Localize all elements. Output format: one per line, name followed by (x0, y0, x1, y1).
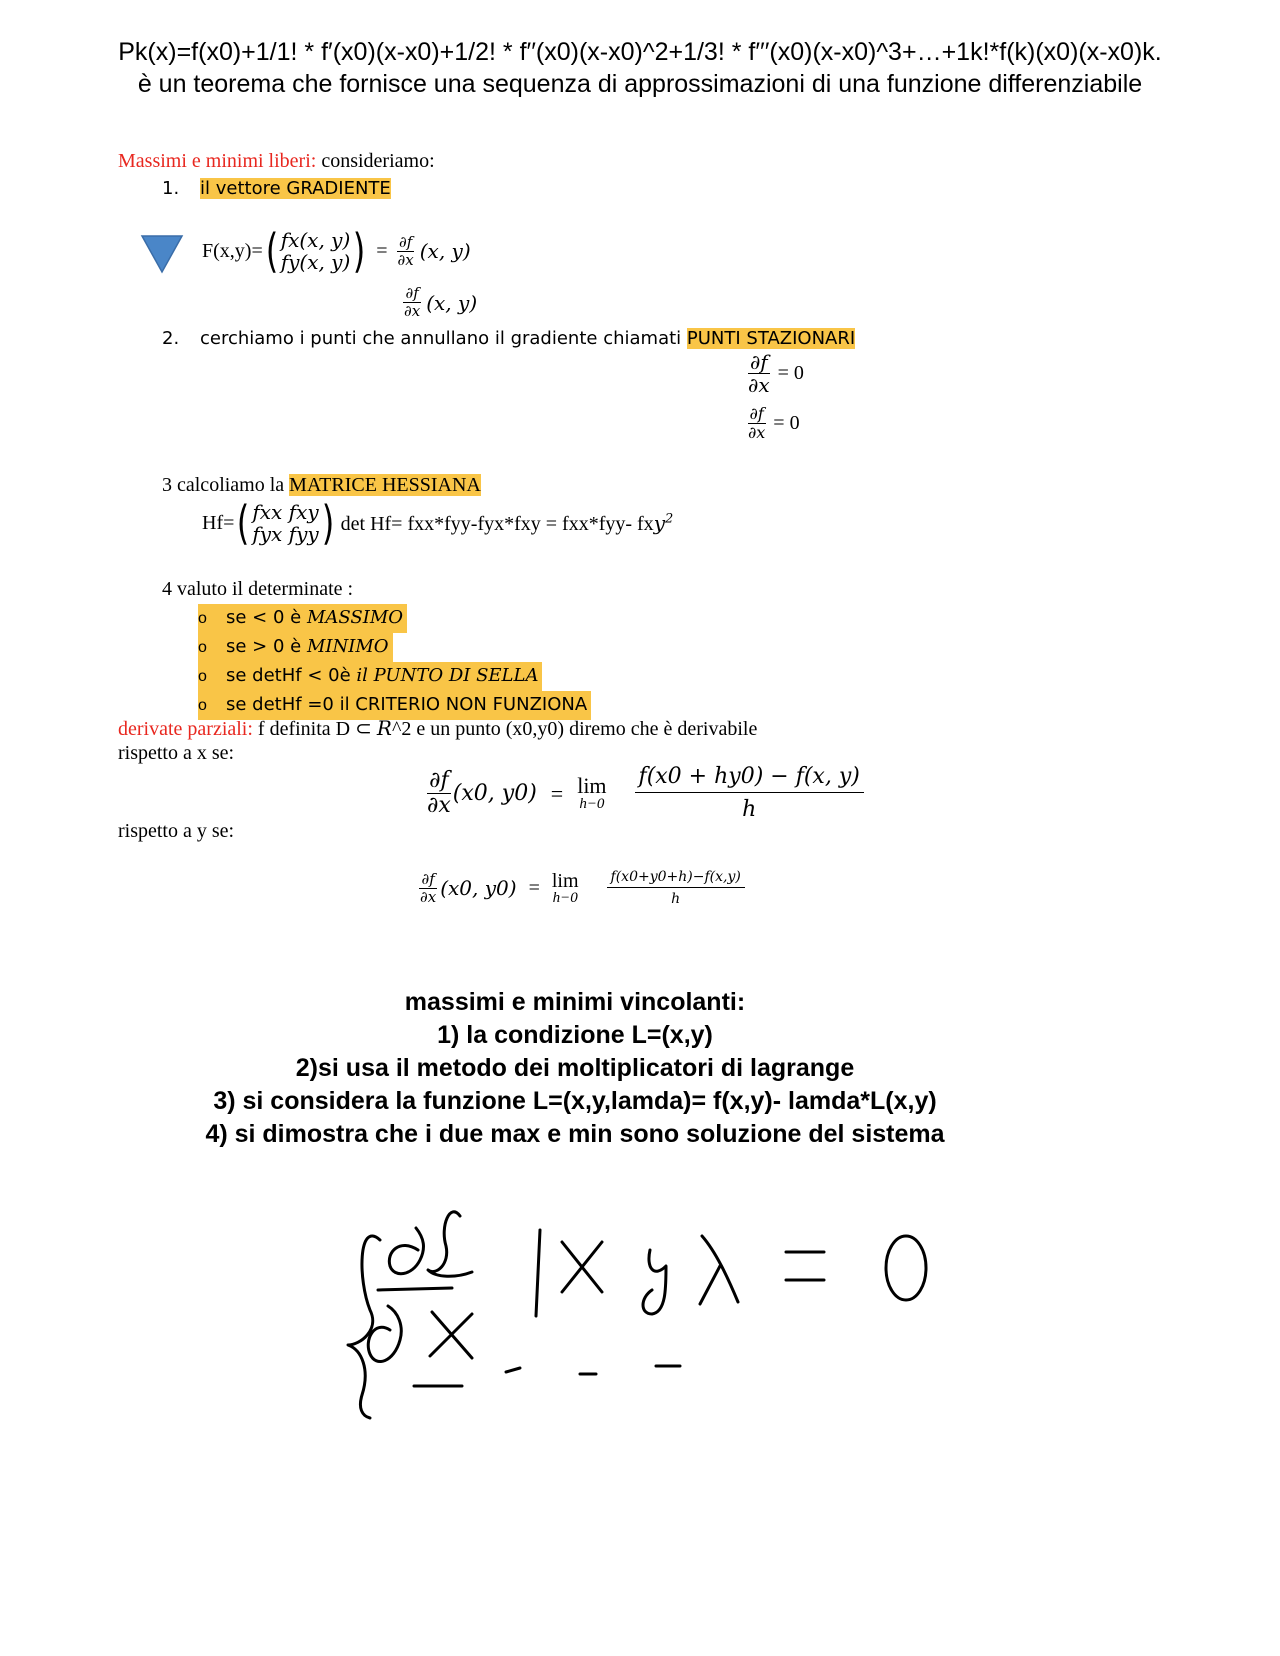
respect-x-label: rispetto a x se: (118, 742, 235, 764)
gradient-arg: (x, y) (419, 239, 471, 263)
gradient-vector-bottom: fy(x, y) (280, 250, 351, 274)
gradient-arg-2: (x, y) (426, 290, 478, 315)
partial-y-definition: $\frac{\partial f}{\partial x}$ (x0, y0) = lim h−0 $\frac{f(x0+y0+h)-f(x,y)}{h}$ (418, 870, 745, 906)
stationary-eq-2: $\frac{\partial f}{\partial x}$ = 0 (748, 404, 800, 442)
free-extrema-intro: consideriamo: (321, 150, 435, 172)
respect-y-label: rispetto a y se: (118, 820, 235, 842)
constrained-line-2: 2)si usa il metodo dei moltiplicatori di lagrange (295, 1054, 855, 1082)
case-non-funziona: o se detHf =0 il CRITERIO NON FUNZIONA (198, 691, 591, 720)
step-2-text: cerchiamo i punti che annullano il gradiente chiamati (200, 328, 682, 349)
gradient-vector-top: fx(x, y) (280, 228, 351, 252)
hessian-row-1: fxx fxy (252, 500, 319, 524)
cases-list (198, 604, 591, 720)
handwritten-system-sketch (340, 1180, 980, 1420)
step-1-text: il vettore GRADIENTE (200, 178, 391, 199)
nabla-triangle-icon (140, 234, 184, 274)
partial-title: derivate parziali: (118, 718, 253, 740)
constrained-line-3: 3) si considera la funzione L=(x,y,lamda)= f(x,y)- lamda*L(x,y) (213, 1087, 937, 1115)
free-extrema-heading (118, 150, 435, 173)
hessian-lhs: Hf= (202, 511, 235, 534)
step-2-highlight: PUNTI STAZIONARI (686, 328, 856, 349)
step-3 (162, 474, 481, 497)
hessian-row-2: fyx fyy (252, 522, 319, 546)
step-1-number: 1. (162, 178, 180, 199)
stationary-eq-1: $\frac{\partial f}{\partial x}$ = 0 (748, 350, 804, 397)
taylor-description: è un teorema che fornisce una sequenza di approssimazioni di una funzione differenziabile (137, 70, 1143, 98)
partial-x-definition: $\frac{\partial f}{\partial x}$ (x0, y0) = lim h−0 $\frac{f(x0 + hy0) - f(x, y)}{h}$ (425, 766, 864, 821)
step-2 (162, 328, 855, 349)
partial-derivatives-intro: derivate parziali: f definita D ⊂ R^2 e un punto (x0,y0) diremo che è derivabile (118, 716, 758, 740)
gradient-lhs: F(x,y)= (202, 239, 263, 262)
taylor-formula: Pk(x)=f(x0)+1/1! * f′(x0)(x-x0)+1/2! * f′′(x0)(x-x0)^2+1/3! * f′′′(x0)(x-x0)^3+…+1k!*f(k)(x0)(x-x0)k. (118, 38, 1162, 66)
step-3-highlight: MATRICE HESSIANA (289, 474, 481, 496)
case-sella: o se detHf < 0è il PUNTO DI SELLA (198, 662, 542, 691)
constrained-title: massimi e minimi vincolanti: (404, 988, 746, 1016)
gradient-second-row (402, 286, 477, 319)
constrained-line-1: 1) la condizione L=(x,y) (437, 1021, 713, 1049)
gradient-vector: ( fx(x, y) fy(x, y) ) (265, 224, 366, 278)
step-1 (162, 178, 391, 199)
constrained-line-4: 4) si dimostra che i due max e min sono soluzione del sistema (205, 1120, 945, 1148)
free-extrema-title: Massimi e minimi liberi: (118, 150, 317, 172)
case-massimo: o se < 0 è MASSIMO (198, 604, 407, 633)
gradient-partial-x-2: $\frac{\partial f}{\partial x}$ (404, 284, 421, 320)
gradient-partial-x: $\frac{\partial f}{\partial x}$ (397, 232, 414, 269)
gradient-equals: = (376, 239, 388, 262)
hessian-matrix: ( fxx fxy fyx fyy ) (237, 496, 334, 550)
hessian-det: det Hf= fxx*fyy-fyx*fxy = fxx*fyy- fxy$^2$ (340, 510, 674, 535)
case-minimo: o se > 0 è MINIMO (198, 633, 393, 662)
gradient-formula (202, 224, 471, 278)
step-4: 4 valuto il determinate : (162, 578, 354, 600)
step-3-text: 3 calcoliamo la (162, 474, 285, 496)
hessian-formula (202, 496, 674, 550)
step-2-number: 2. (162, 328, 180, 349)
